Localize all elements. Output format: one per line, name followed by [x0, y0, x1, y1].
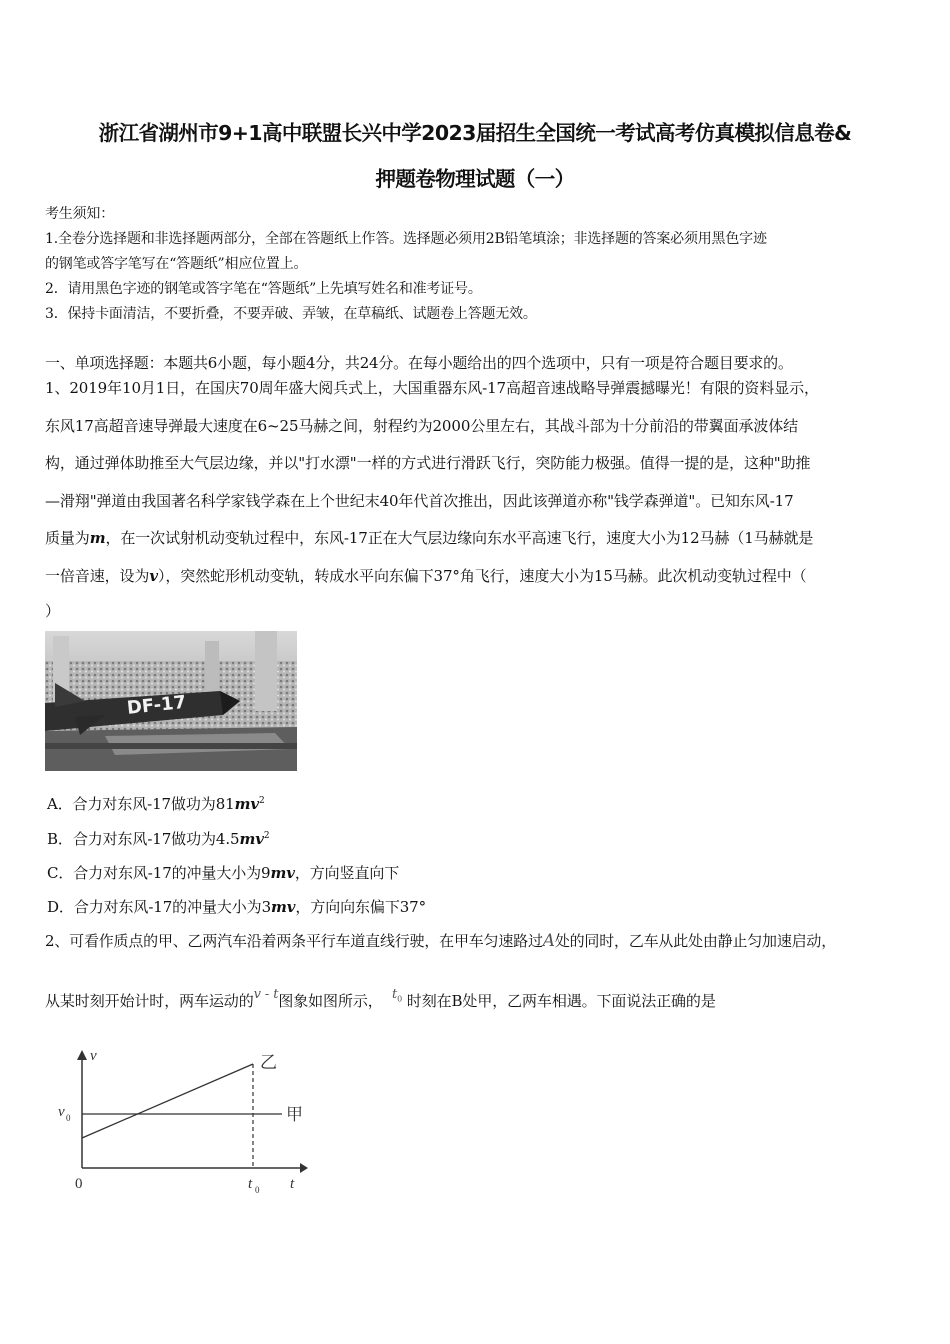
option-b[interactable]: B．合力对东风-17做功为$4.5mv^2$ [47, 830, 270, 848]
var-v: v [149, 567, 158, 585]
notice-line: 2．请用黑色字迹的钢笔或答字笔在“答题纸”上先填写姓名和准考证号。 [45, 281, 482, 297]
q1-stem-line: 东风17高超音速导弹最大速度在6~25马赫之间，射程约为2000公里左右，其战斗部为十分前沿的带翼面承波体结 [45, 417, 799, 435]
var-a: A [542, 931, 555, 951]
q1-stem-line: 质量为m，在一次试射机动变轨过程中，东风-17正在大气层边缘向东水平高速飞行，速度大小为12马赫（1马赫就是 [45, 529, 814, 547]
vt-graph [50, 1044, 320, 1204]
notice-line: 3．保持卡面清洁，不要折叠，不要弄破、弄皱，在草稿纸、试题卷上答题无效。 [45, 306, 537, 322]
t0-subscript: 0 [255, 1185, 260, 1195]
v0-label: v [58, 1104, 65, 1120]
option-c[interactable]: C．合力对东风-17的冲量大小为9mv，方向竖直向下 [47, 864, 400, 882]
q2-stem-line: 2、可看作质点的甲、乙两汽车沿着两条平行车道直线行驶，在甲车匀速路过A处的同时，乙车从此处由静止匀加速启动， [45, 931, 837, 951]
var-t0: t [392, 987, 398, 1002]
df17-missile-photo [45, 631, 297, 771]
section-heading: 一、单项选择题：本题共6小题，每小题4分，共24分。在每小题给出的四个选项中，只有一项是符合题目要求的。 [45, 354, 793, 372]
exam-title-line2: 押题卷物理试题（一） [375, 167, 575, 191]
missile-label: DF-17 [126, 691, 188, 719]
origin-label: 0 [75, 1176, 83, 1192]
q1-stem-line: ） [45, 602, 60, 620]
t0-label: t [248, 1176, 253, 1192]
exam-title-line1: 浙江省湖州市9+1高中联盟长兴中学2023届招生全国统一考试高考仿真模拟信息卷& [98, 121, 852, 145]
label-jia: 甲 [286, 1105, 303, 1125]
notice-line: 1.全卷分选择题和非选择题两部分，全部在答题纸上作答。选择题必须用2B铅笔填涂；非选择题的答案必须用黑色字迹 [45, 231, 767, 247]
notice-heading: 考生须知： [45, 206, 114, 222]
x-axis-label: t [290, 1176, 295, 1192]
q1-stem-line: 构，通过弹体助推至大气层边缘，并以"打水漂"一样的方式进行滑跃飞行，突防能力极强。值得一提的是，这种"助推 [45, 454, 811, 472]
y-axis-arrow [77, 1050, 87, 1060]
var-vt: v - t [253, 987, 279, 1002]
y-axis-label: v [90, 1048, 97, 1064]
notice-line: 的钢笔或答字笔写在“答题纸”相应位置上。 [45, 256, 308, 272]
option-a[interactable]: A．合力对东风-17做功为$81mv^2$ [47, 795, 265, 813]
q2-stem-line: 从某时刻开始计时，两车运动的v - t图象如图所示， $t_0$ 时刻在B处甲，乙两车相遇。下面说法正确的是 [45, 987, 716, 1010]
x-axis-arrow [300, 1163, 308, 1173]
option-d[interactable]: D．合力对东风-17的冲量大小为3mv，方向向东偏下37° [47, 898, 427, 916]
v0-subscript: 0 [66, 1113, 71, 1123]
q1-stem-line: 一倍音速，设为v），突然蛇形机动变轨，转成水平向东偏下37°角飞行，速度大小为15马赫。此次机动变轨过程中（ [45, 567, 807, 585]
q1-stem-line: —滑翔"弹道由我国著名科学家钱学森在上个世纪末40年代首次推出，因此该弹道亦称"钱学森弹道"。已知东风-17 [45, 492, 794, 510]
q1-stem-line: 1、2019年10月1日，在国庆70周年盛大阅兵式上，大国重器东风-17高超音速战略导弹震撼曝光！有限的资料显示， [45, 379, 819, 397]
label-yi: 乙 [260, 1053, 277, 1073]
var-m: m [89, 529, 106, 547]
line-yi [82, 1064, 253, 1138]
